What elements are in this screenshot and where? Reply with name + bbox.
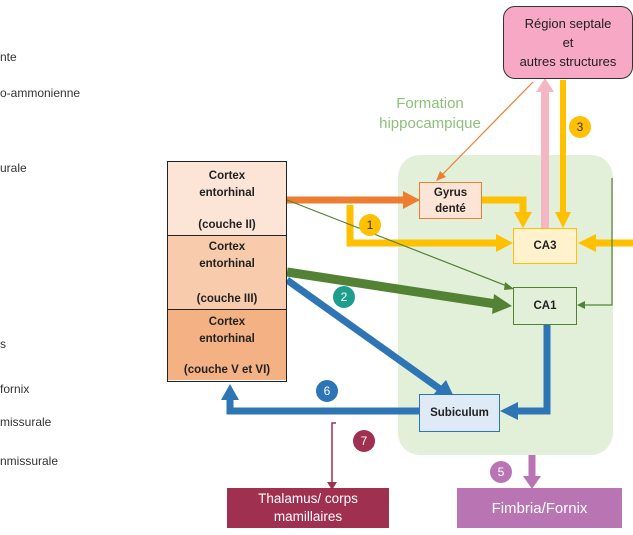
legend-fragment: o-ammonienne — [0, 86, 81, 100]
marker-6: 6 — [316, 380, 338, 402]
ca3-box: CA3 — [513, 228, 577, 264]
subiculum-box: Subiculum — [419, 394, 500, 432]
subiculum-thalamus-arrow — [332, 423, 336, 485]
septal-line: Région septale — [524, 16, 612, 31]
region-title: Formation hippocampique — [379, 95, 481, 132]
legend-fragment: nmissurale — [0, 454, 59, 468]
septal-region-box — [503, 6, 633, 79]
entorhinal-cortex-column — [167, 161, 287, 382]
septal-line: autres structures — [519, 54, 617, 69]
legend-fragment: nte — [0, 50, 17, 64]
fimbria-fornix-box: Fimbria/Fornix — [457, 488, 622, 528]
marker-2: 2 — [333, 286, 355, 308]
thalamus-box: Thalamus/ corps mamillaires — [227, 488, 389, 528]
marker-7: 7 — [353, 430, 375, 452]
ca1-box: CA1 — [513, 287, 577, 325]
septal-line: et — [562, 35, 574, 50]
ca1-subiculum-arrow — [516, 325, 547, 411]
legend-fragment: s — [0, 337, 6, 351]
marker-3: 3 — [569, 116, 591, 138]
gyrus-ca3-arrow — [482, 200, 523, 214]
legend-fragment: missurale — [0, 415, 52, 429]
marker-5: 5 — [490, 461, 512, 483]
septal-gyrus-line — [440, 82, 533, 177]
cortex-layer-ii-box: Cortex entorhinal (couche II) — [168, 162, 286, 235]
gyrus-dentate-box: Gyrus denté — [419, 182, 482, 219]
septal-ca3-arrowhead — [555, 212, 571, 228]
legend-fragment: urale — [0, 161, 27, 175]
cortex-layer-iii-box: Cortex entorhinal (couche III) — [168, 235, 286, 309]
marker-1: 1 — [359, 214, 381, 236]
cortex-layer-v-vi-box: Cortex entorhinal (couche V et VI) — [168, 309, 286, 380]
legend-fragment: fornix — [0, 382, 30, 396]
ca3-septal-arrowhead — [536, 78, 554, 92]
